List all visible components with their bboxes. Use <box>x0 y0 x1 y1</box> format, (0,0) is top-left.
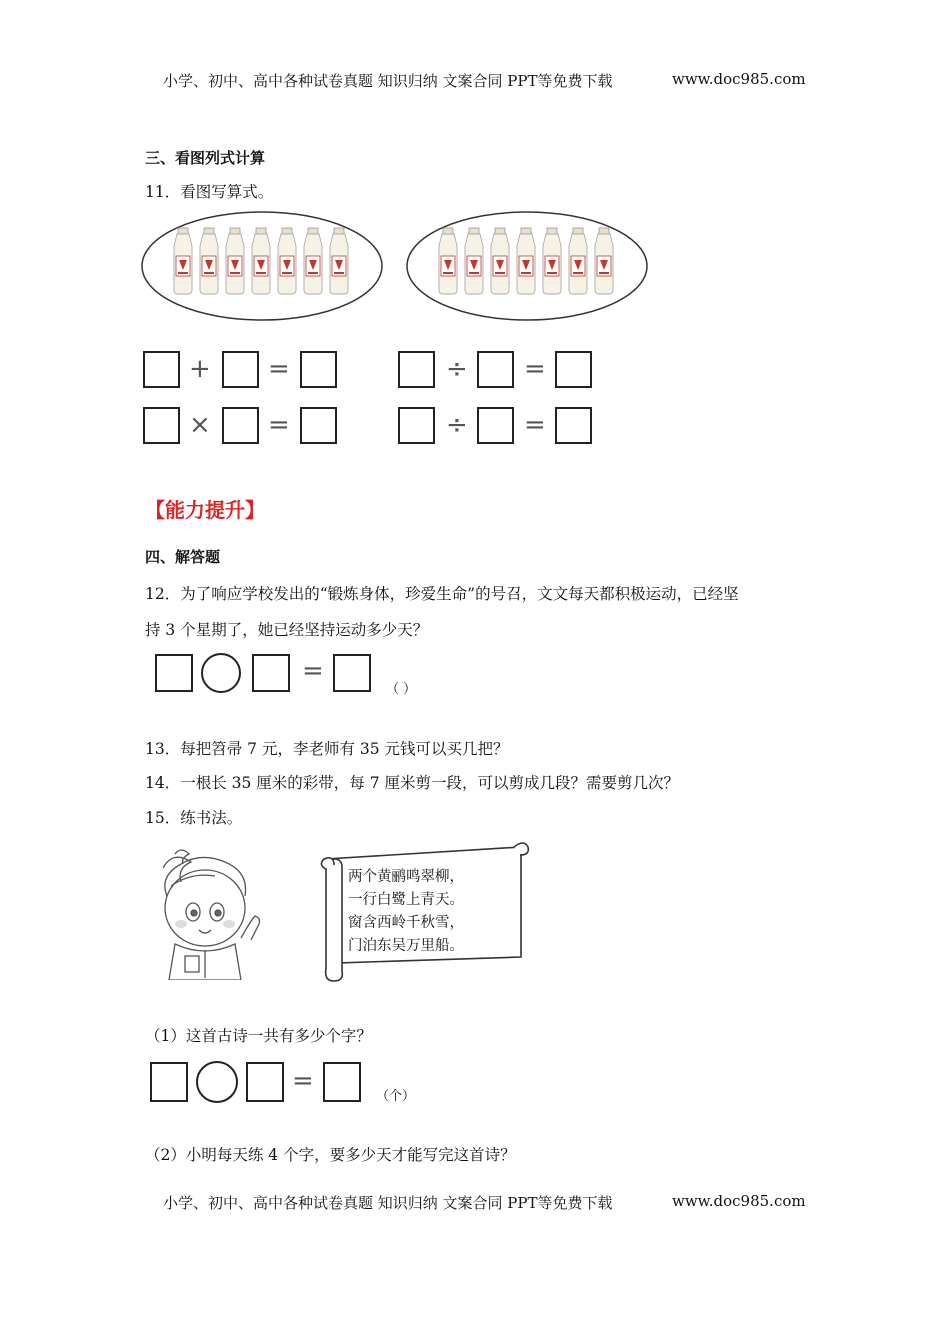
bottle-group-left <box>140 210 385 322</box>
answer-box[interactable] <box>222 407 259 444</box>
answer-box[interactable] <box>555 351 592 388</box>
question-11: 11．看图写算式。 <box>145 183 274 201</box>
poem-line: 门泊东吴万里船。 <box>348 938 464 954</box>
answer-box[interactable] <box>333 654 371 692</box>
bottle-group-right <box>405 210 650 322</box>
answer-box[interactable] <box>398 407 435 444</box>
answer-box[interactable] <box>300 407 337 444</box>
answer-box[interactable] <box>155 654 193 692</box>
sub-question-1: （1）这首古诗一共有多少个字？ <box>145 1027 372 1045</box>
poem-line: 两个黄鹂鸣翠柳， <box>348 869 464 885</box>
equals-sign: = <box>524 410 546 440</box>
answer-box[interactable] <box>398 351 435 388</box>
milk-bottle-icon <box>330 228 348 294</box>
answer-box[interactable] <box>555 407 592 444</box>
milk-bottle-icon <box>491 228 509 294</box>
sub-question-2: （2）小明每天练 4 个字，要多少天才能写完这首诗？ <box>145 1146 516 1164</box>
answer-box[interactable] <box>300 351 337 388</box>
operator-circle[interactable] <box>201 653 241 693</box>
answer-box[interactable] <box>477 407 514 444</box>
milk-bottle-icon <box>226 228 244 294</box>
times-sign: × <box>189 410 211 440</box>
question-14: 14．一根长 35 厘米的彩带，每 7 厘米剪一段，可以剪成几段？需要剪几次？ <box>145 774 680 792</box>
plus-sign: + <box>189 354 211 384</box>
operator-circle[interactable] <box>196 1061 238 1103</box>
answer-box[interactable] <box>252 654 290 692</box>
footer-text: 小学、初中、高中各种试卷真题 知识归纳 文案合同 PPT等免费下载 <box>163 1194 613 1212</box>
poem-line: 窗含西岭千秋雪， <box>348 915 464 931</box>
footer-site: www.doc985.com <box>672 1192 806 1210</box>
ability-title: 【能力提升】 <box>145 498 265 522</box>
section-three-title: 三、看图列式计算 <box>145 149 266 167</box>
milk-bottle-icon <box>174 228 192 294</box>
milk-bottle-icon <box>278 228 296 294</box>
milk-bottle-icon <box>200 228 218 294</box>
unit-parentheses[interactable]: （ ） <box>386 682 417 697</box>
divide-sign: ÷ <box>446 354 468 384</box>
answer-box[interactable] <box>477 351 514 388</box>
equals-sign: = <box>524 354 546 384</box>
header-text: 小学、初中、高中各种试卷真题 知识归纳 文案合同 PPT等免费下载 <box>163 72 613 90</box>
unit-label: （个） <box>376 1089 416 1104</box>
question-12-line-2: 持 3 个星期了，她已经坚持运动多少天？ <box>145 621 429 639</box>
answer-box[interactable] <box>222 351 259 388</box>
answer-box[interactable] <box>323 1062 361 1102</box>
section-four-title: 四、解答题 <box>145 548 221 566</box>
answer-box[interactable] <box>143 407 180 444</box>
milk-bottle-icon <box>517 228 535 294</box>
milk-bottle-icon <box>569 228 587 294</box>
milk-bottle-icon <box>465 228 483 294</box>
equals-sign: = <box>268 354 290 384</box>
answer-box[interactable] <box>246 1062 284 1102</box>
answer-box[interactable] <box>143 351 180 388</box>
milk-bottle-icon <box>304 228 322 294</box>
question-12-line-1: 12．为了响应学校发出的“锻炼身体，珍爱生命”的号召，文文每天都积极运动，已经坚 <box>145 585 739 603</box>
girl-illustration <box>145 846 275 980</box>
answer-box[interactable] <box>150 1062 188 1102</box>
equals-sign: = <box>302 656 324 686</box>
milk-bottle-icon <box>595 228 613 294</box>
milk-bottle-icon <box>252 228 270 294</box>
poem-line: 一行白鹭上青天。 <box>348 892 464 908</box>
equals-sign: = <box>268 410 290 440</box>
header-site: www.doc985.com <box>672 70 806 88</box>
milk-bottle-icon <box>543 228 561 294</box>
equals-sign: = <box>292 1066 314 1096</box>
poem-text <box>348 866 464 958</box>
milk-bottle-icon <box>439 228 457 294</box>
question-15: 15．练书法。 <box>145 809 243 827</box>
divide-sign: ÷ <box>446 410 468 440</box>
question-13: 13．每把笤帚 7 元，李老师有 35 元钱可以买几把？ <box>145 740 509 758</box>
